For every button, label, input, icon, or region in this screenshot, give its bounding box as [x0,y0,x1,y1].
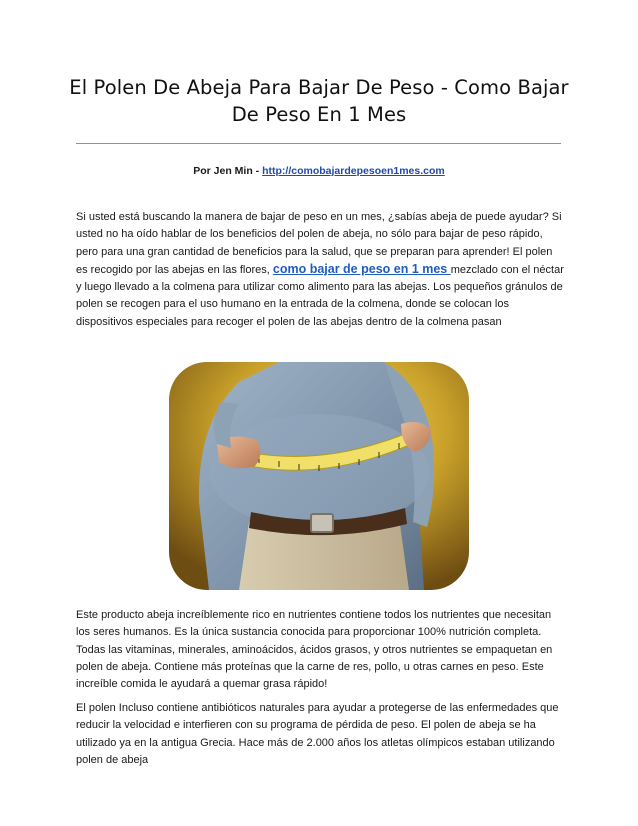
paragraph-1-text-start: Si usted está buscando la manera de bajar de peso en un mes, ¿sabías abeja de puede ayudar? Si usted no ha oído hablar de los beneficios del polen de abeja, no sólo para bajar de peso rápido, pero para una gran cantidad de beneficios para la salud, que se preparan para aprender! El polen es recogido por las abejas en las flores, [76,211,562,276]
paragraph-2: Este producto abeja increíblemente rico en nutrientes contiene todos los nutrientes que necesitan los seres humanos. Es la única sustancia conocida para proporcionar 100% nutrición completa. Todas las vitaminas, minerales, aminoácidos, ácidos grasos, y otros nutrientes se empaquetan en polen de abeja. Contiene más proteínas que la carne de res, pollo, u otras carnes en peso. Este increíble comida le ayudará a quemar grasa rápido! [76,609,553,691]
paragraph-1-text-end: mezclado con el néctar y luego llevado a la colmena para utilizar como alimento para las abejas. Los pequeños gránulos de polen se recogen para el uso humano en la entrada de la colmena, donde se colocan los dispositivos especiales para recoger el polen de las abejas dentro de la colmena pasan [76,263,564,328]
inline-keyword-link[interactable]: como bajar de peso en 1 mes [272,261,451,276]
article-photo [169,362,469,590]
byline [0,165,638,177]
man-measuring-waist-image [169,362,469,590]
byline-url-link[interactable]: http://comobajardepesoen1mes.com [262,165,445,177]
document-title: El Polen De Abeja Para Bajar De Peso - Como Bajar De Peso En 1 Mes [69,76,569,126]
byline-author: Por Jen Min - [193,165,263,177]
title-divider [76,143,561,144]
paragraph-1 [76,209,566,331]
paragraph-3: El polen Incluso contiene antibióticos naturales para ayudar a protegerse de las enfermedades que reducir la velocidad e interfieren con su programa de pérdida de peso. El polen de abeja se ha utilizado ya en la antigua Grecia. Hace más de 2.000 años los atletas olímpicos estaban utilizando polen de abeja [76,702,559,766]
